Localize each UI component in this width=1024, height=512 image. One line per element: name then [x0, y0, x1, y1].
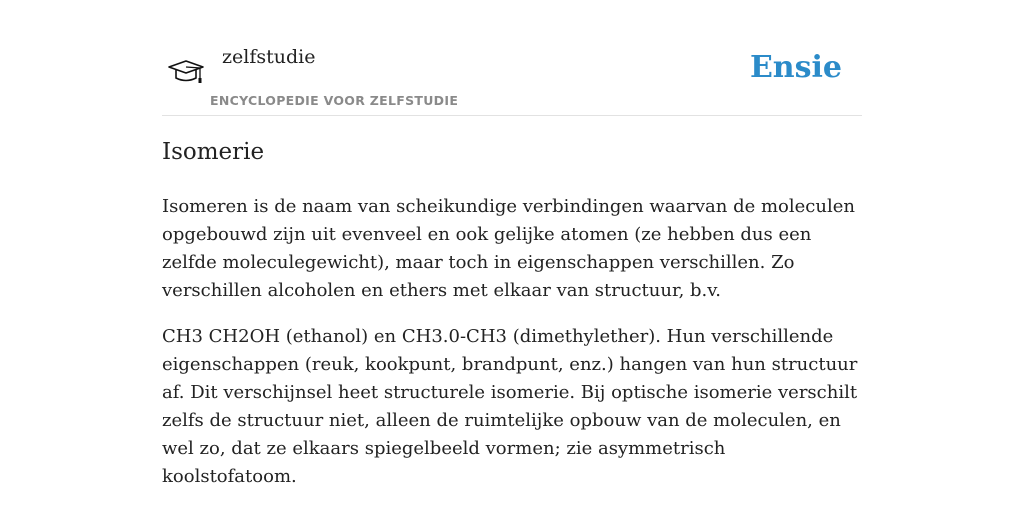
article-paragraph: CH3 CH2OH (ethanol) en CH3.0-CH3 (dimethylether). Hun verschillende eigenschappen (reuk, kookpunt, brandpunt, enz.) hangen van hun structuur af. Dit verschijnsel heet structurele isomerie. Bij optische isomerie verschilt zelfs de structuur niet, alleen de ruimtelijke opbouw van de moleculen, en wel zo, dat ze elkaars spiegelbeeld vormen; zie asymmetrisch koolstofatoom.	[162, 326, 858, 487]
graduation-cap-icon[interactable]	[166, 52, 206, 92]
site-tagline: ENCYCLOPEDIE VOOR ZELFSTUDIE	[210, 93, 459, 108]
article-paragraph: Isomeren is de naam van scheikundige verbindingen waarvan de moleculen opgebouwd zijn uit evenveel en ook gelijke atomen (ze hebben dus een zelfde moleculegewicht), maar toch in eigenschappen verschillen. Zo verschillen alcoholen en ethers met elkaar van structuur, b.v.	[162, 196, 855, 301]
site-header	[162, 0, 862, 116]
ensie-logo-link[interactable]: Ensie	[749, 50, 842, 85]
article-body	[162, 193, 862, 509]
site-name[interactable]: zelfstudie	[222, 46, 316, 68]
article-title: Isomerie	[162, 139, 265, 165]
